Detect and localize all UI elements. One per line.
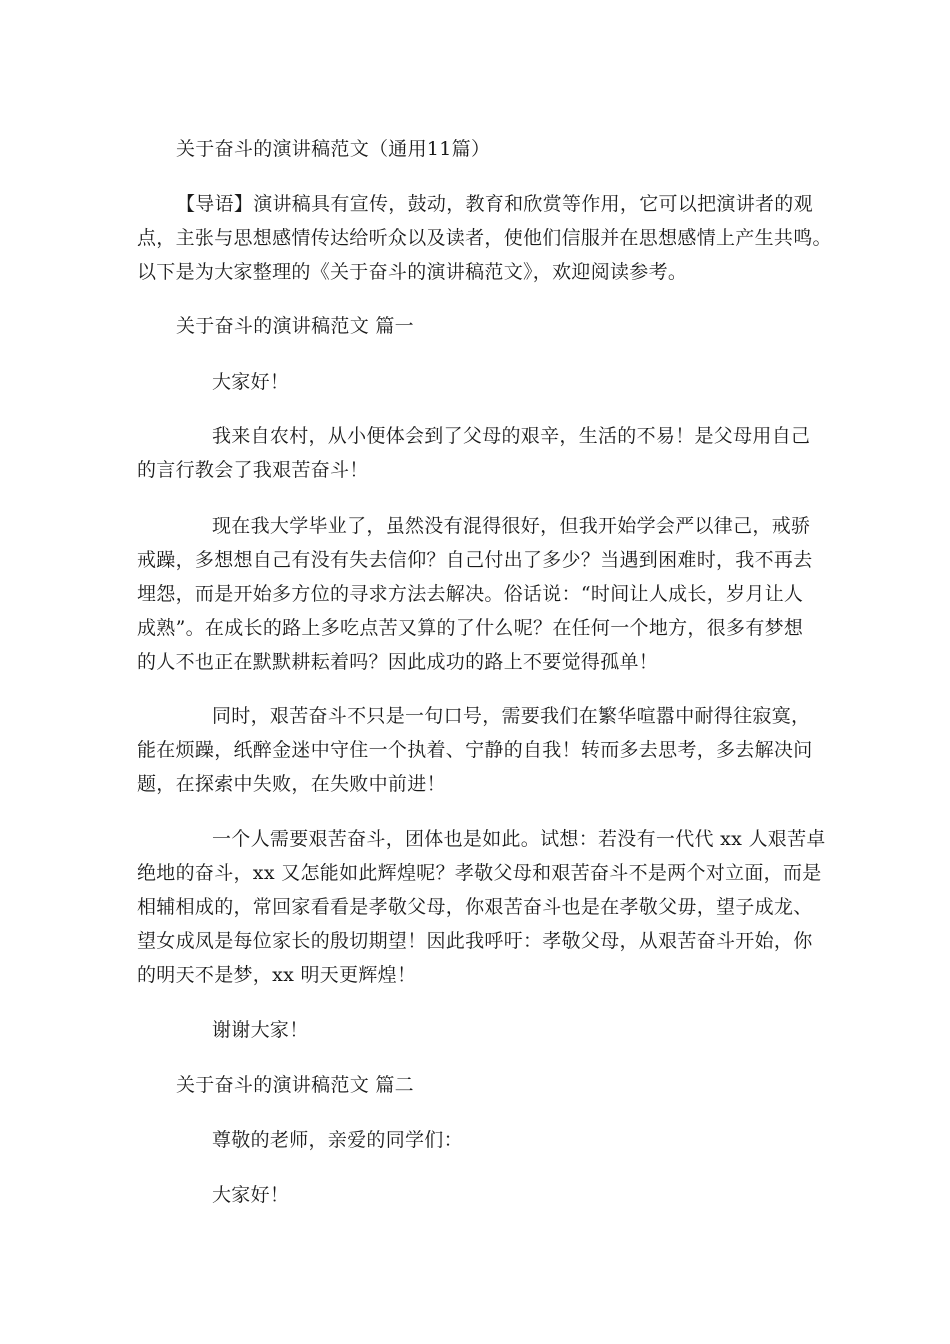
paragraph-line: 的言行教会了我艰苦奋斗！ <box>137 459 369 481</box>
paragraph-line: 能在烦躁，纸醉金迷中守住一个执着、宁静的自我！转而多去思考，多去解决问 <box>137 739 813 761</box>
paragraph-line: 一个人需要艰苦奋斗，团体也是如此。试想：若没有一代代 xx 人艰苦卓 <box>212 828 826 850</box>
section1-greeting: 大家好！ <box>212 371 290 393</box>
intro-line: 【导语】演讲稿具有宣传，鼓动，教育和欣赏等作用，它可以把演讲者的观 <box>176 193 813 215</box>
paragraph-line: 的人不也正在默默耕耘着吗？因此成功的路上不要觉得孤单！ <box>137 651 659 673</box>
paragraph-line: 埋怨，而是开始多方位的寻求方法去解决。俗话说：“时间让人成长，岁月让人 <box>137 583 804 605</box>
paragraph-line: 的明天不是梦，xx 明天更辉煌！ <box>137 964 417 986</box>
paragraph-line: 题，在探索中失败，在失败中前进！ <box>137 773 446 795</box>
intro-line: 以下是为大家整理的《关于奋斗的演讲稿范文》，欢迎阅读参考。 <box>137 261 688 283</box>
paragraph-line: 成熟”。在成长的路上多吃点苦又算的了什么呢？在任何一个地方，很多有梦想 <box>137 617 804 639</box>
paragraph-line: 我来自农村，从小便体会到了父母的艰辛，生活的不易！是父母用自己 <box>212 425 811 447</box>
document-title: 关于奋斗的演讲稿范文（通用11篇） <box>176 138 491 160</box>
section1-closing: 谢谢大家！ <box>212 1019 309 1041</box>
intro-line: 点，主张与思想感情传达给听众以及读者，使他们信服并在思想感情上产生共鸣。 <box>137 227 832 249</box>
paragraph-line: 同时，艰苦奋斗不只是一句口号，需要我们在繁华喧嚣中耐得往寂寞， <box>212 705 811 727</box>
paragraph-line: 望女成凤是每位家长的殷切期望！因此我呼吁：孝敬父母，从艰苦奋斗开始，你 <box>137 930 813 952</box>
section2-heading: 关于奋斗的演讲稿范文 篇二 <box>176 1074 414 1096</box>
section2-greeting: 大家好！ <box>212 1184 290 1206</box>
paragraph-line: 现在我大学毕业了，虽然没有混得很好，但我开始学会严以律己，戒骄 <box>212 515 811 537</box>
section1-heading: 关于奋斗的演讲稿范文 篇一 <box>176 315 414 337</box>
paragraph-line: 相辅相成的，常回家看看是孝敬父母，你艰苦奋斗也是在孝敬父毋，望子成龙、 <box>137 896 813 918</box>
paragraph-line: 戒躁，多想想自己有没有失去信仰？自己付出了多少？当遇到困难时，我不再去 <box>137 549 813 571</box>
paragraph-line: 绝地的奋斗，xx 又怎能如此辉煌呢？孝敬父母和艰苦奋斗不是两个对立面，而是 <box>137 862 822 884</box>
section2-salutation: 尊敬的老师，亲爱的同学们： <box>212 1129 463 1151</box>
